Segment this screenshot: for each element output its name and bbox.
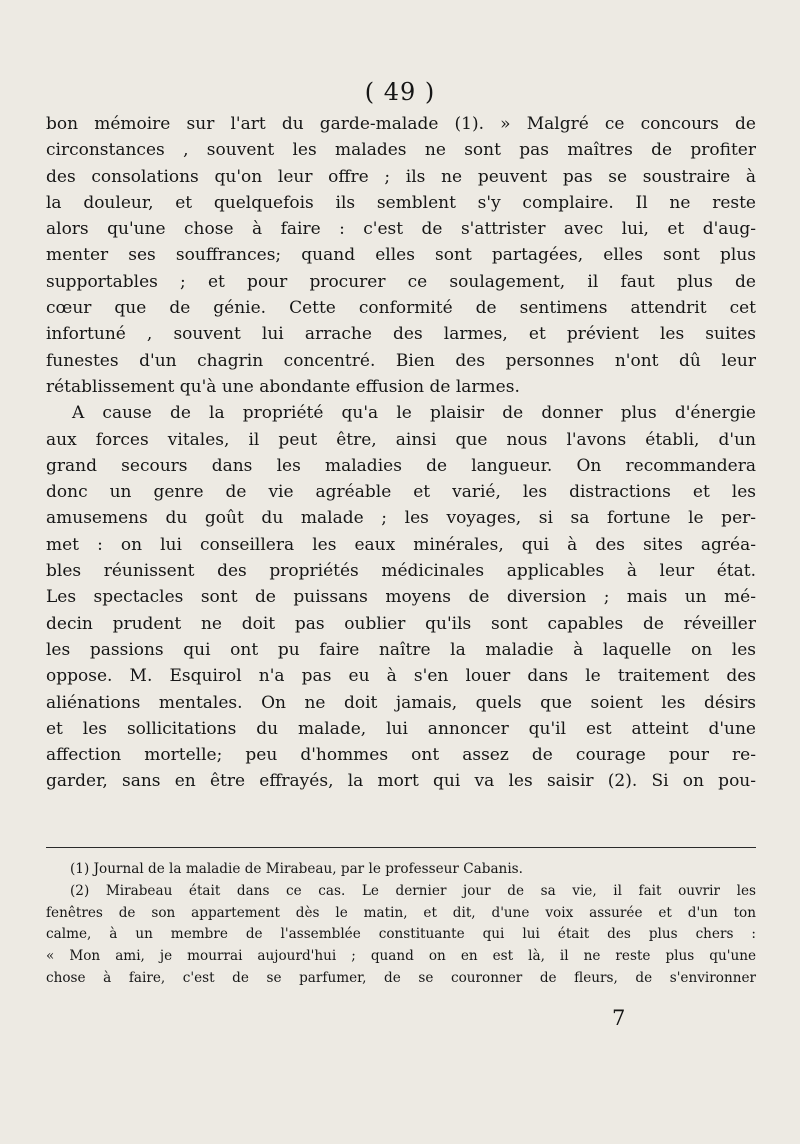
text-line: et les sollicitations du malade, lui annoncer qu'il est atteint d'une <box>46 718 756 739</box>
text-line: Les spectacles sont de puissans moyens de diversion ; mais un mé- <box>46 587 756 608</box>
text-line: decin prudent ne doit pas oublier qu'ils sont capables de réveiller <box>46 613 756 634</box>
footnote-rule <box>46 847 756 848</box>
footnote-2: (2) Mirabeau était dans ce cas. Le dernier jour de sa vie, il fait ouvrir les <box>70 882 756 899</box>
footnote-line: chose à faire, c'est de se parfumer, de se couronner de fleurs, de s'environner <box>46 969 756 986</box>
page-number: ( 49 ) <box>364 78 436 106</box>
footnotes <box>46 859 756 990</box>
text-line: aux forces vitales, il peut être, ainsi que nous l'avons établi, d'un <box>46 429 756 450</box>
text-line: menter ses souffrances; quand elles sont partagées, elles sont plus <box>46 245 756 266</box>
footnote-line: fenêtres de son appartement dès le matin, et dit, d'une voix assurée et d'un ton <box>46 904 756 921</box>
body-text <box>46 111 756 795</box>
text-line: amusemens du goût du malade ; les voyages, si sa fortune le per- <box>46 508 756 529</box>
text-line: donc un genre de vie agréable et varié, les distractions et les <box>46 482 756 503</box>
text-line: supportables ; et pour procurer ce soulagement, il faut plus de <box>46 271 756 292</box>
text-line: bon mémoire sur l'art du garde-malade (1). » Malgré ce concours de <box>46 114 756 134</box>
text-line: met : on lui conseillera les eaux minérales, qui à des sites agréa- <box>46 534 756 555</box>
text-line: cœur que de génie. Cette conformité de sentimens attendrit cet <box>46 298 756 319</box>
text-line: infortuné , souvent lui arrache des larmes, et prévient les suites <box>46 324 756 345</box>
paragraph-start-line: A cause de la propriété qu'a le plaisir de donner plus d'énergie <box>72 403 756 424</box>
text-line: garder, sans en être effrayés, la mort qui va les saisir (2). Si on pou- <box>46 771 756 792</box>
text-line: la douleur, et quelquefois ils semblent s'y complaire. Il ne reste <box>46 192 756 213</box>
text-line: alors qu'une chose à faire : c'est de s'attrister avec lui, et d'aug- <box>46 219 756 240</box>
text-line: funestes d'un chagrin concentré. Bien des personnes n'ont dû leur <box>46 350 756 371</box>
footnote-line: « Mon ami, je mourrai aujourd'hui ; quand on en est là, il ne reste plus qu'une <box>46 948 756 965</box>
footnote-1: (1) Journal de la maladie de Mirabeau, par le professeur Cabanis. <box>70 861 523 877</box>
text-line: grand secours dans les maladies de langueur. On recommandera <box>46 455 756 476</box>
signature-mark: 7 <box>612 1006 626 1030</box>
footnote-line: calme, à un membre de l'assemblée constituante qui lui était des plus chers : <box>46 926 756 943</box>
text-line: des consolations qu'on leur offre ; ils ne peuvent pas se soustraire à <box>46 166 756 187</box>
paragraph-end-line: rétablissement qu'à une abondante effusion de larmes. <box>46 376 520 397</box>
text-line: circonstances , souvent les malades ne sont pas maîtres de profiter <box>46 140 756 161</box>
text-line: bles réunissent des propriétés médicinales applicables à leur état. <box>46 561 756 582</box>
text-line: les passions qui ont pu faire naître la maladie à laquelle on les <box>46 639 756 660</box>
text-line: affection mortelle; peu d'hommes ont assez de courage pour re- <box>46 745 756 766</box>
text-line: aliénations mentales. On ne doit jamais, quels que soient les désirs <box>46 692 756 713</box>
text-line: oppose. M. Esquirol n'a pas eu à s'en louer dans le traitement des <box>46 666 756 687</box>
